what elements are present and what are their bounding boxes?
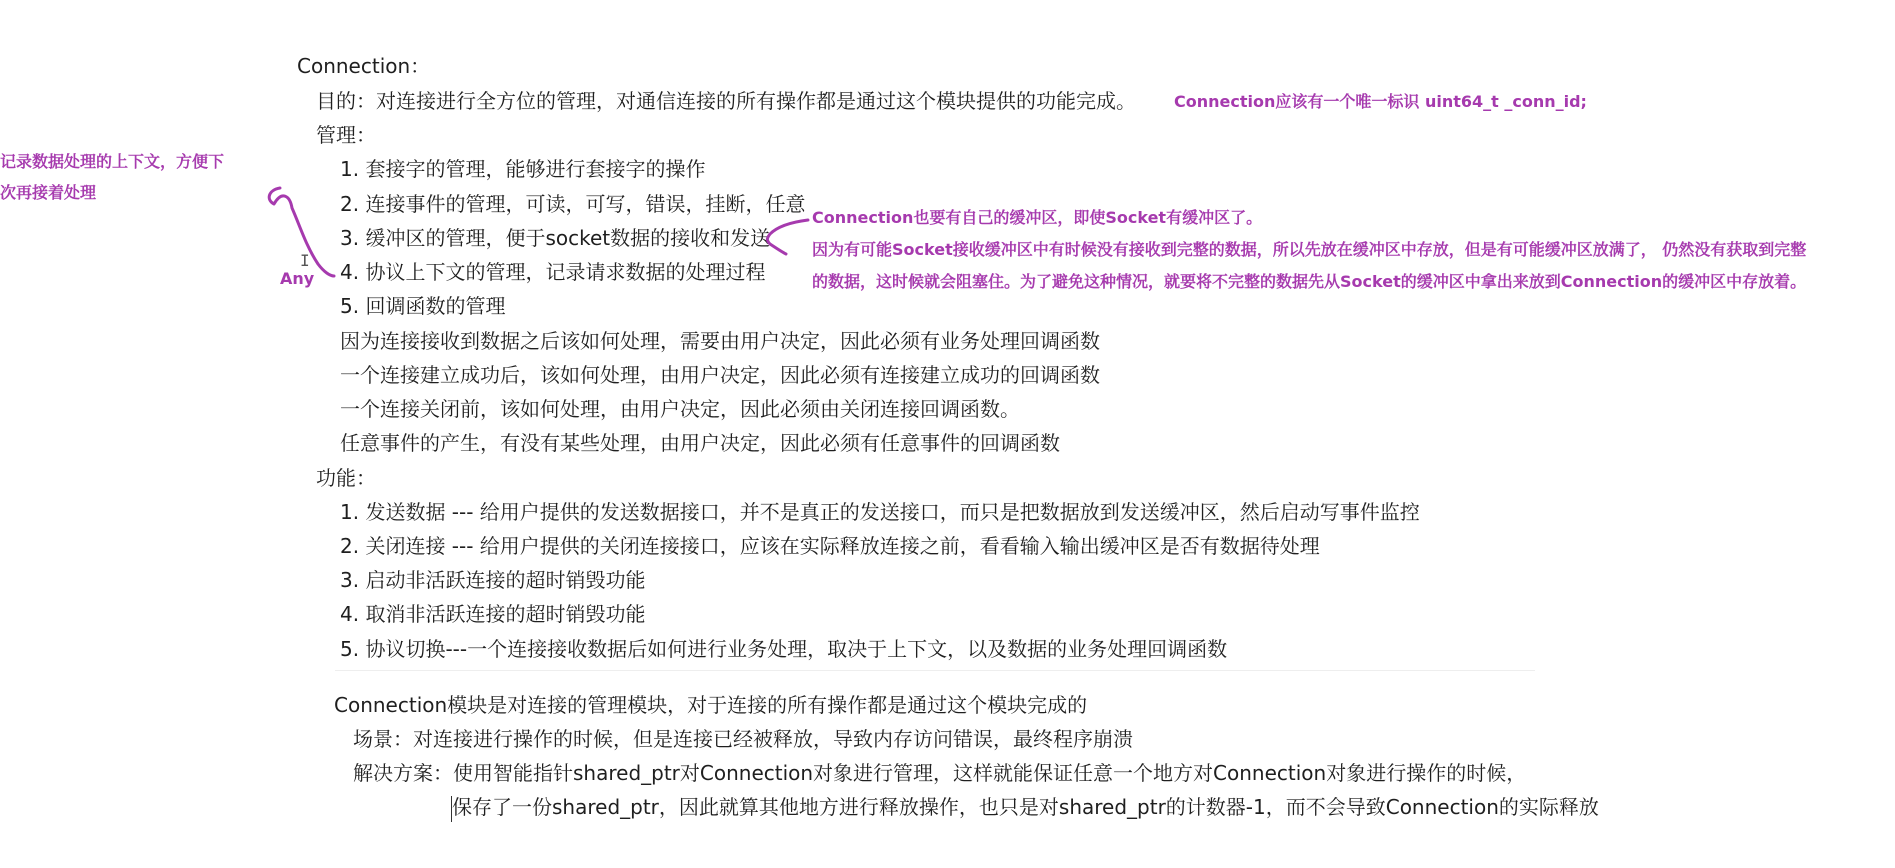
function-item: 3. 启动非活跃连接的超时销毁功能 xyxy=(340,568,646,592)
function-item: 2. 关闭连接 --- 给用户提供的关闭连接接口，应该在实际释放连接之前，看看输入输出缓冲区是否有数据待处理 xyxy=(340,534,1320,558)
context-note-line-1: 记录数据处理的上下文，方便下 xyxy=(0,152,225,171)
buffer-note-line-1: Connection也要有自己的缓冲区，即使Socket有缓冲区了。 xyxy=(812,208,1263,227)
summary-line: Connection模块是对连接的管理模块，对于连接的所有操作都是通过这个模块完成的 xyxy=(334,693,1088,717)
callback-note: 任意事件的产生，有没有某些处理，由用户决定，因此必须有任意事件的回调函数 xyxy=(340,431,1060,455)
scene-line: 场景：对连接进行操作的时候，但是连接已经被释放，导致内存访问错误，最终程序崩溃 xyxy=(353,727,1133,751)
buffer-note-line-2: 因为有可能Socket接收缓冲区中有时候没有接收到完整的数据，所以先放在缓冲区中存放，但是有可能缓冲区放满了， 仍然没有获取到完整 xyxy=(812,240,1807,259)
text-cursor-icon: I xyxy=(300,251,310,270)
function-item: 5. 协议切换---一个连接接收数据后如何进行业务处理，取决于上下文，以及数据的业务处理回调函数 xyxy=(340,637,1228,661)
solution-line-2: 保存了一份shared_ptr，因此就算其他地方进行释放操作，也只是对shared_ptr的计数器-1，而不会导致Connection的实际释放 xyxy=(452,795,1599,819)
conn-id-note: Connection应该有一个唯一标识 uint64_t _conn_id; xyxy=(1174,92,1587,111)
function-item: 1. 发送数据 --- 给用户提供的发送数据接口，并不是真正的发送接口，而只是把数据放到发送缓冲区，然后启动写事件监控 xyxy=(340,500,1420,524)
purpose-line: 目的：对连接进行全方位的管理，对通信连接的所有操作都是通过这个模块提供的功能完成。 xyxy=(316,89,1136,113)
function-heading: 功能： xyxy=(316,466,376,490)
manage-item: 5. 回调函数的管理 xyxy=(340,294,506,318)
context-note-line-2: 次再接着处理 xyxy=(0,183,97,202)
manage-item: 4. 协议上下文的管理，记录请求数据的处理过程 xyxy=(340,260,766,284)
text-caret xyxy=(451,796,452,822)
manage-item: 1. 套接字的管理，能够进行套接字的操作 xyxy=(340,157,706,181)
callback-note: 一个连接关闭前，该如何处理，由用户决定，因此必须由关闭连接回调函数。 xyxy=(340,397,1020,421)
manage-item: 3. 缓冲区的管理，便于socket数据的接收和发送 xyxy=(340,226,771,250)
buffer-arrow-stroke xyxy=(767,220,808,254)
doc-title: Connection： xyxy=(297,54,431,78)
callback-note: 因为连接接收到数据之后该如何处理，需要由用户决定，因此必须有业务处理回调函数 xyxy=(340,329,1100,353)
function-item: 4. 取消非活跃连接的超时销毁功能 xyxy=(340,602,646,626)
manage-heading: 管理： xyxy=(316,123,376,147)
section-divider xyxy=(335,670,1535,671)
any-label: Any xyxy=(280,269,315,288)
callback-note: 一个连接建立成功后，该如何处理，由用户决定，因此必须有连接建立成功的回调函数 xyxy=(340,363,1100,387)
buffer-note-line-3: 的数据，这时候就会阻塞住。为了避免这种情况，就要将不完整的数据先从Socket的缓冲区中拿出来放到Connection的缓冲区中存放着。 xyxy=(812,272,1807,291)
solution-line-1: 解决方案：使用智能指针shared_ptr对Connection对象进行管理，这样就能保证任意一个地方对Connection对象进行操作的时候， xyxy=(353,761,1527,785)
manage-item: 2. 连接事件的管理，可读，可写，错误，挂断，任意 xyxy=(340,192,806,216)
